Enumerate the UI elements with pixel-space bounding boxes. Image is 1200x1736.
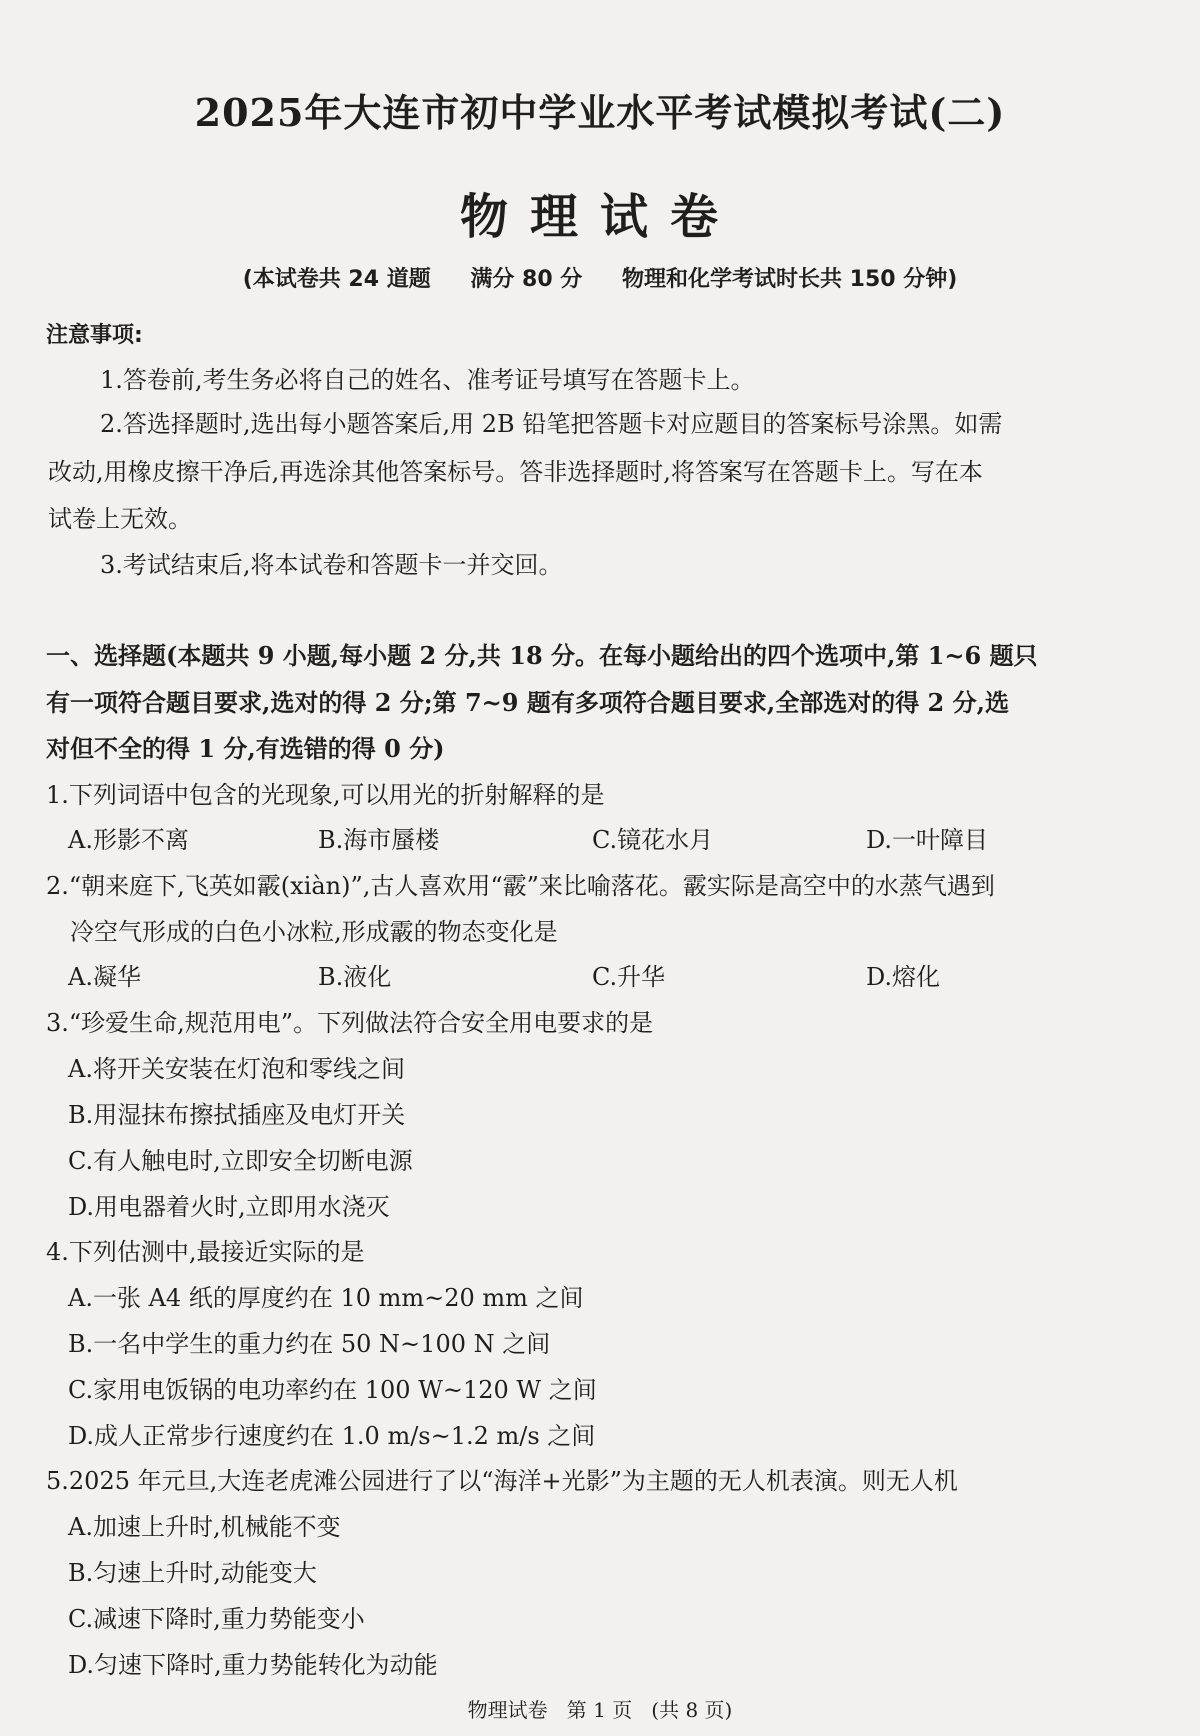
info-total: (本试卷共 24 道题	[242, 267, 431, 292]
question-2-option-a: A.凝华	[68, 963, 141, 991]
info-time: 物理和化学考试时长共 150 分钟)	[621, 267, 958, 292]
question-5-option-b: B.匀速上升时,动能变大	[68, 1559, 317, 1587]
question-3-option-b: B.用湿抹布擦拭插座及电灯开关	[68, 1101, 406, 1129]
question-3-stem: 3.“珍爱生命,规范用电”。下列做法符合安全用电要求的是	[46, 1009, 654, 1037]
question-4-option-a: A.一张 A4 纸的厚度约在 10 mm~20 mm 之间	[68, 1284, 584, 1312]
subject-title: 物理试卷	[459, 189, 740, 245]
question-5-option-a: A.加速上升时,机械能不变	[68, 1513, 341, 1541]
question-1-option-b: B.海市蜃楼	[318, 826, 440, 854]
question-2-option-d: D.熔化	[866, 963, 941, 991]
page-footer	[0, 1694, 1200, 1723]
question-2-option-b: B.液化	[318, 963, 392, 991]
question-2-stem-line-1: 2.“朝来庭下,飞英如霰(xiàn)”,古人喜欢用“霰”来比喻落花。霰实际是高空中的水蒸气遇到	[46, 872, 995, 900]
section-1-line-3: 对但不全的得 1 分,有选错的得 0 分)	[46, 734, 445, 763]
question-2-option-c: C.升华	[592, 963, 666, 991]
question-5-option-d: D.匀速下降时,重力势能转化为动能	[68, 1651, 438, 1679]
question-3-option-a: A.将开关安装在灯泡和零线之间	[68, 1055, 405, 1083]
question-4-option-c: C.家用电饭锅的电功率约在 100 W~120 W 之间	[68, 1376, 597, 1404]
question-3-option-c: C.有人触电时,立即安全切断电源	[68, 1147, 413, 1175]
footer-subject: 物理试卷	[467, 1698, 548, 1722]
exam-title: 2025年大连市初中学业水平考试模拟考试(二)	[194, 90, 1006, 135]
notice-item-2-line-3: 试卷上无效。	[48, 505, 192, 533]
question-1-option-c: C.镜花水月	[592, 826, 714, 854]
notice-item-2-line-2: 改动,用橡皮擦干净后,再选涂其他答案标号。答非选择题时,将答案写在答题卡上。写在本	[48, 458, 983, 486]
question-1-option-a: A.形影不离	[68, 826, 189, 854]
notice-item-2-line-1: 2.答选择题时,选出每小题答案后,用 2B 铅笔把答题卡对应题目的答案标号涂黑。如需	[100, 410, 1003, 438]
notice-heading: 注意事项:	[46, 323, 143, 348]
exam-info	[0, 262, 1200, 293]
question-5-option-c: C.减速下降时,重力势能变小	[68, 1605, 365, 1633]
question-1-option-d: D.一叶障目	[866, 826, 989, 854]
info-score: 满分 80 分	[470, 267, 583, 292]
question-4-option-d: D.成人正常步行速度约在 1.0 m/s~1.2 m/s 之间	[68, 1422, 596, 1450]
section-1-line-2: 有一项符合题目要求,选对的得 2 分;第 7~9 题有多项符合题目要求,全部选对的得 2 分,选	[46, 688, 1009, 717]
question-5-stem: 5.2025 年元旦,大连老虎滩公园进行了以“海洋+光影”为主题的无人机表演。则无人机	[46, 1467, 958, 1495]
footer-page-number: 第 1 页	[566, 1698, 633, 1722]
footer-total-pages: (共 8 页)	[651, 1698, 733, 1722]
notice-item-3: 3.考试结束后,将本试卷和答题卡一并交回。	[100, 551, 563, 579]
question-4-stem: 4.下列估测中,最接近实际的是	[46, 1238, 365, 1266]
question-1-stem: 1.下列词语中包含的光现象,可以用光的折射解释的是	[46, 781, 605, 809]
notice-item-1: 1.答卷前,考生务必将自己的姓名、准考证号填写在答题卡上。	[100, 366, 755, 394]
question-3-option-d: D.用电器着火时,立即用水浇灭	[68, 1193, 390, 1221]
question-4-option-b: B.一名中学生的重力约在 50 N~100 N 之间	[68, 1330, 551, 1358]
section-1-line-1: 一、选择题(本题共 9 小题,每小题 2 分,共 18 分。在每小题给出的四个选项中,第 1~6 题只	[46, 641, 1038, 670]
question-2-stem-line-2: 冷空气形成的白色小冰粒,形成霰的物态变化是	[70, 918, 558, 946]
